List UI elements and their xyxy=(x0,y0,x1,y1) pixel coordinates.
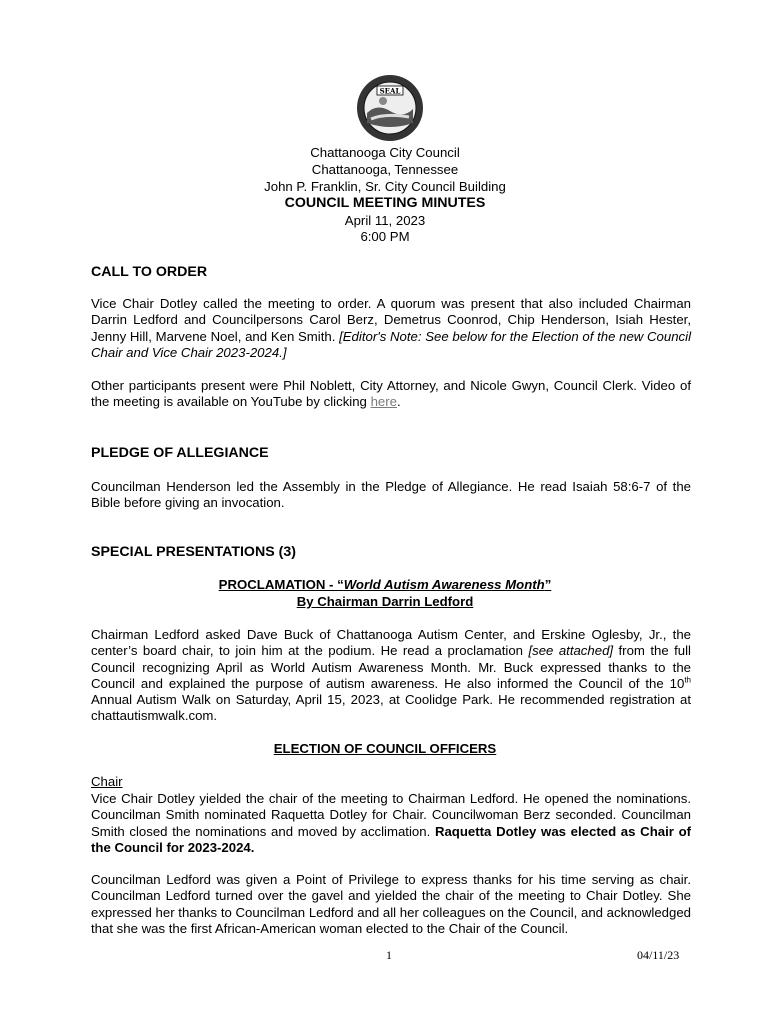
heading-election: ELECTION OF COUNCIL OFFICERS xyxy=(273,741,497,756)
proclamation-paragraph: Chairman Ledford asked Dave Buck of Chattanooga Autism Center, and Erskine Oglesby, Jr., the center’s board chair, to join him at the podium. He read a proclamation [see attached] from the full Council recognizing April as World Autism Awareness Month. Mr. Buck expressed thanks to the Council and explained the purpose of autism awareness. He also informed the Council of the 10th Annual Autism Walk on Saturday, April 15, 2023, at Coolidge Park. He recommended registration at chattautismwalk.com. xyxy=(91,627,691,724)
call-to-order-paragraph: Vice Chair Dotley called the meeting to order. A quorum was present that also included Chairman Darrin Ledford and Councilpersons Carol Berz, Demetrus Coonrod, Chip Henderson, Isiah Hester, Jenny Hill, Marvene Noel, and Ken Smith. [Editor's Note: See below for the Election of the new Council Chair and Vice Chair 2023-2024.] xyxy=(91,296,691,360)
chair-label: Chair xyxy=(91,774,123,789)
meeting-date: April 11, 2023 xyxy=(344,213,426,228)
point-of-privilege-paragraph: Councilman Ledford was given a Point of Privilege to express thanks for his time serving as chair. Councilman Ledford turned over the gavel and yielded the chair of the meeting to Chair Dotley. She expressed her thanks to Councilman Ledford and all her colleagues on the Council, and acknowledged that she was the first African-American woman elected to the Chair of the Council. xyxy=(91,872,691,936)
page-title: COUNCIL MEETING MINUTES xyxy=(284,195,486,211)
proclamation-by: By Chairman Darrin Ledford xyxy=(296,594,474,609)
heading-special-presentations: SPECIAL PRESENTATIONS (3) xyxy=(91,544,296,560)
participants-paragraph: Other participants present were Phil Noblett, City Attorney, and Nicole Gwyn, Council Clerk. Video of the meeting is available on YouTube by clicking here. xyxy=(91,378,691,410)
org-location: Chattanooga, Tennessee xyxy=(311,162,459,177)
chair-election-paragraph: Vice Chair Dotley yielded the chair of the meeting to Chairman Ledford. He opened the nominations. Councilman Smith nominated Raquetta Dotley for Chair. Councilwoman Berz seconded. Councilman Smith closed the nominations and moved by acclimation. Raquetta Dotley was elected as Chair of the Council for 2023-2024. xyxy=(91,791,692,855)
heading-pledge: PLEDGE OF ALLEGIANCE xyxy=(91,445,269,461)
page-number: 1 xyxy=(386,948,392,962)
org-building: John P. Franklin, Sr. City Council Building xyxy=(264,179,506,194)
heading-call-to-order: CALL TO ORDER xyxy=(91,264,208,280)
seal-label: SEAL xyxy=(379,86,401,96)
city-seal xyxy=(355,73,425,143)
org-name: Chattanooga City Council xyxy=(310,145,460,160)
pledge-paragraph: Councilman Henderson led the Assembly in the Pledge of Allegiance. He read Isaiah 58:6-7 of the Bible before giving an invocation. xyxy=(91,479,691,511)
meeting-time: 6:00 PM xyxy=(360,229,410,244)
proclamation-title: PROCLAMATION - “World Autism Awareness Month” xyxy=(218,577,552,592)
footer-date: 04/11/23 xyxy=(637,948,680,962)
editors-note: [Editor's Note: See below for the Election of the new Council Chair and Vice Chair 2023-2024.] xyxy=(91,328,691,360)
youtube-link[interactable]: here xyxy=(370,394,397,410)
